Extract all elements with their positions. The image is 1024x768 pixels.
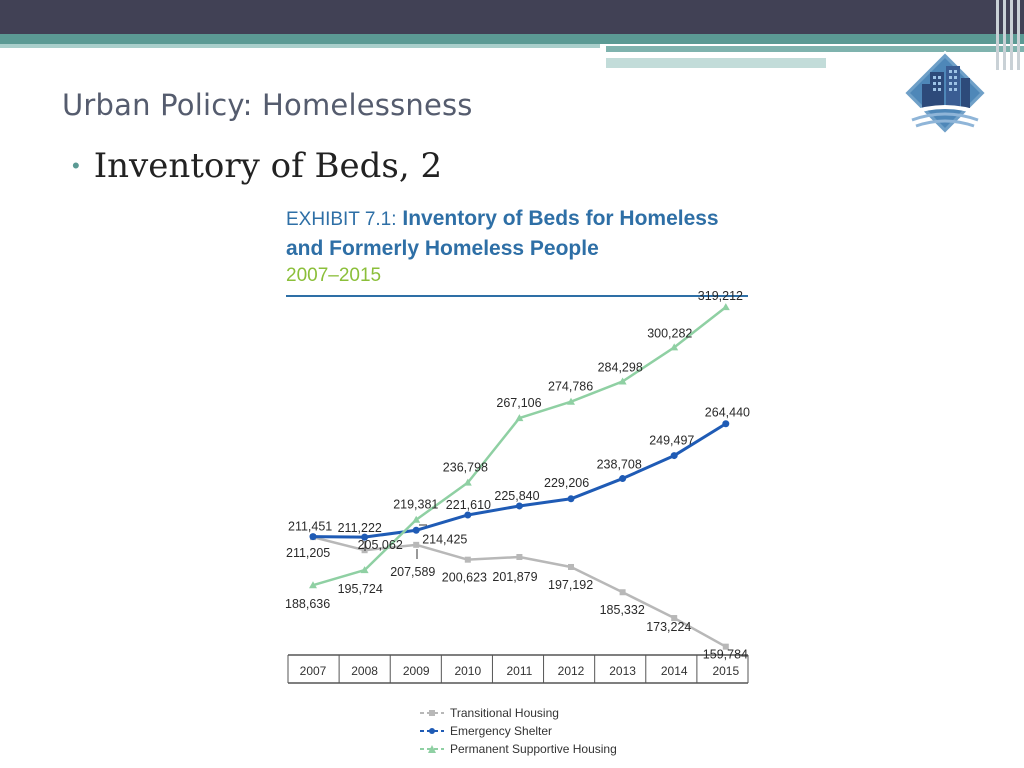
point-emergency (413, 527, 420, 534)
point-transitional (620, 589, 626, 595)
data-label-emergency: 211,222 (337, 521, 382, 536)
exhibit-years: 2007–2015 (286, 265, 382, 286)
x-tick-label: 2008 (351, 664, 378, 678)
legend-label-transitional: Transitional Housing (450, 706, 559, 720)
x-tick-label: 2014 (660, 664, 688, 678)
bullet-text: Inventory of Beds, 2 (93, 146, 443, 186)
bullet-dot-icon: • (72, 153, 80, 178)
x-tick-label: 2011 (506, 664, 533, 678)
legend-label-permanent: Permanent Supportive Housing (450, 742, 617, 756)
data-label-emergency: 264,440 (704, 405, 750, 420)
x-tick-label: 2010 (454, 664, 482, 678)
legend-marker-emergency (420, 726, 444, 736)
data-label-transitional: 205,062 (357, 538, 403, 553)
legend-item-permanent (420, 740, 617, 758)
point-transitional (413, 542, 419, 548)
data-label-transitional: 211,205 (286, 546, 331, 561)
data-label-transitional: 197,192 (548, 577, 594, 592)
data-label-permanent: 188,636 (285, 597, 331, 612)
x-tick-label: 2007 (299, 664, 327, 678)
legend-item-transitional (420, 704, 617, 722)
point-emergency (464, 511, 471, 518)
data-label-permanent: 219,381 (393, 497, 439, 512)
x-tick-label: 2009 (402, 664, 430, 678)
point-emergency (722, 420, 729, 427)
data-label-permanent: 319,212 (697, 289, 743, 304)
point-emergency (671, 452, 678, 459)
x-tick-label: 2012 (557, 664, 585, 678)
data-label-permanent: 300,282 (647, 326, 693, 341)
point-emergency (619, 475, 626, 482)
chart-legend (420, 704, 617, 758)
data-label-emergency: 229,206 (544, 475, 590, 490)
data-label-emergency: 214,425 (422, 532, 468, 547)
legend-marker-transitional (420, 708, 444, 718)
point-emergency (310, 533, 317, 540)
data-label-transitional: 200,623 (441, 570, 487, 585)
data-label-emergency: 249,497 (649, 433, 695, 448)
data-label-permanent: 274,786 (548, 379, 594, 394)
point-permanent (722, 303, 730, 310)
data-label-transitional: 185,332 (599, 603, 645, 618)
data-label-permanent: 236,798 (442, 460, 488, 475)
data-label-transitional: 159,784 (702, 647, 748, 662)
point-emergency (516, 502, 523, 509)
slide-title: Urban Policy: Homelessness (62, 88, 473, 122)
data-label-permanent: 284,298 (597, 360, 643, 375)
data-label-emergency: 221,610 (445, 497, 491, 512)
point-transitional (568, 564, 574, 570)
x-tick-label: 2015 (712, 664, 740, 678)
x-tick-label: 2013 (609, 664, 636, 678)
data-label-transitional: 201,879 (492, 569, 538, 584)
data-label-emergency: 211,451 (288, 519, 333, 534)
data-label-emergency: 238,708 (596, 457, 642, 472)
exhibit-title-part2: and Formerly Homeless People (286, 237, 599, 260)
data-label-emergency: 225,840 (494, 488, 540, 503)
legend-item-emergency (420, 722, 617, 740)
data-label-transitional: 173,224 (646, 620, 692, 635)
point-transitional (465, 557, 471, 563)
exhibit-label: EXHIBIT 7.1: (286, 209, 397, 230)
exhibit-title-part1: Inventory of Beds for Homeless (402, 207, 719, 230)
data-label-permanent: 267,106 (496, 396, 542, 411)
legend-label-emergency: Emergency Shelter (450, 724, 553, 738)
legend-marker-permanent (420, 744, 444, 754)
data-label-permanent: 195,724 (337, 582, 383, 597)
point-transitional (516, 554, 522, 560)
point-emergency (568, 495, 575, 502)
data-label-transitional: 207,589 (390, 564, 436, 579)
